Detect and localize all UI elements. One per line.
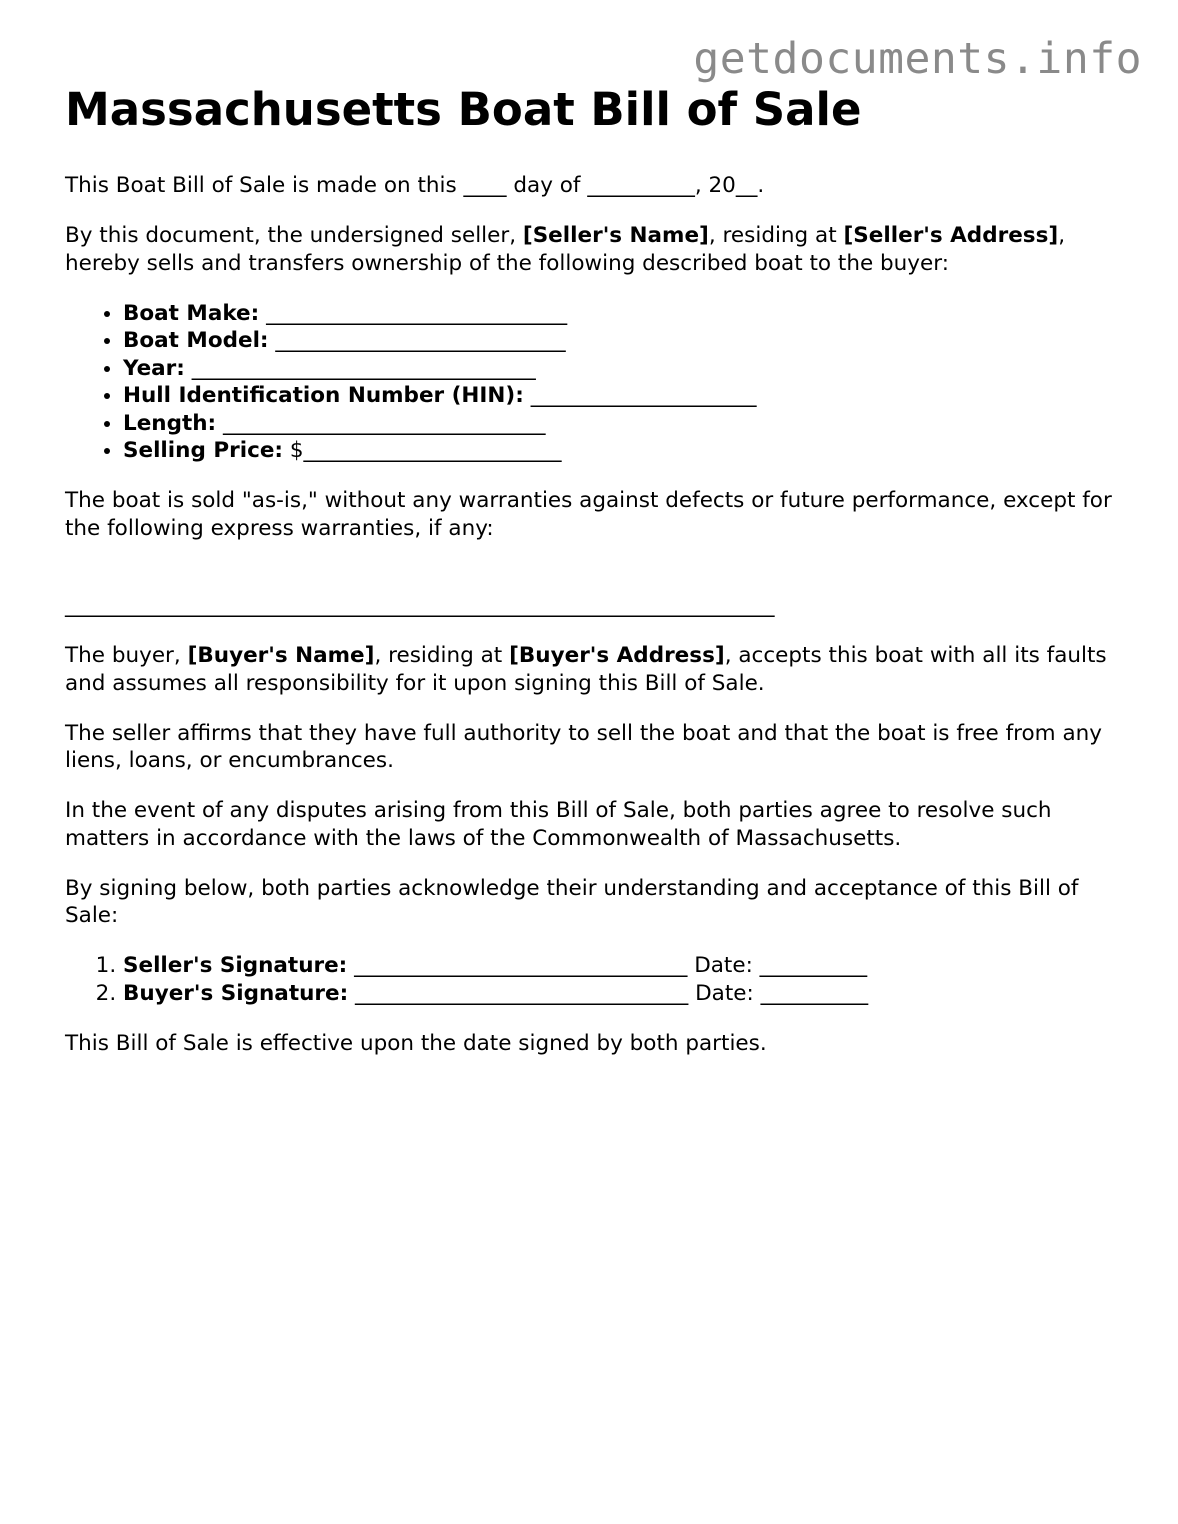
- intro-paragraph: This Boat Bill of Sale is made on this ____ day of __________, 20__.: [65, 173, 765, 198]
- watermark: getdocuments.info: [693, 34, 1142, 84]
- document-title: Massachusetts Boat Bill of Sale: [65, 83, 862, 136]
- hin-field: • Hull Identification Number (HIN): _____________________: [123, 382, 1125, 410]
- selling-price-field: • Selling Price: $________________________: [123, 437, 1125, 465]
- seller-signature-line: 1. Seller's Signature: _______________________________ Date: __________: [123, 952, 1125, 980]
- seller-name-placeholder: [Seller's Name]: [522, 223, 709, 248]
- seller-address-placeholder: [Seller's Address]: [843, 223, 1059, 248]
- warranty-paragraph: The boat is sold "as-is," without any warranties against defects or future performance, except for the following express warranties, if any:: [65, 488, 1112, 541]
- closing-paragraph: This Bill of Sale is effective upon the date signed by both parties.: [65, 1030, 767, 1056]
- signature-list: [65, 952, 1125, 1007]
- boat-make-field: • Boat Make: ____________________________: [123, 300, 1125, 328]
- disputes-paragraph: In the event of any disputes arising from this Bill of Sale, both parties agree to resolve such matters in accordance with the laws of the Commonwealth of Massachusetts.: [65, 798, 1052, 851]
- acknowledge-paragraph: By signing below, both parties acknowledge their understanding and acceptance of this Bill of Sale:: [65, 875, 1079, 928]
- document: [65, 82, 1125, 1080]
- buyer-name-placeholder: [Buyer's Name]: [187, 643, 375, 668]
- boat-details-list: [65, 300, 1125, 465]
- year-field: • Year: ________________________________: [123, 355, 1125, 383]
- buyer-address-placeholder: [Buyer's Address]: [509, 643, 725, 668]
- warranty-blank-line: __________________________________________________________________: [65, 593, 775, 618]
- seller-paragraph: By this document, the undersigned seller, [Seller's Name], residing at [Seller's Address], hereby sells and transfers ownership of the following described boat to the buyer:: [65, 223, 1066, 276]
- buyer-paragraph: The buyer, [Buyer's Name], residing at [Buyer's Address], accepts this boat with all its faults and assumes all responsibility for it upon signing this Bill of Sale.: [65, 643, 1107, 696]
- length-field: • Length: ______________________________: [123, 410, 1125, 438]
- boat-model-field: • Boat Model: ___________________________: [123, 327, 1125, 355]
- authority-paragraph: The seller affirms that they have full authority to sell the boat and that the boat is free from any liens, loans, or encumbrances.: [65, 720, 1102, 773]
- buyer-signature-line: 2. Buyer's Signature: _______________________________ Date: __________: [123, 980, 1125, 1008]
